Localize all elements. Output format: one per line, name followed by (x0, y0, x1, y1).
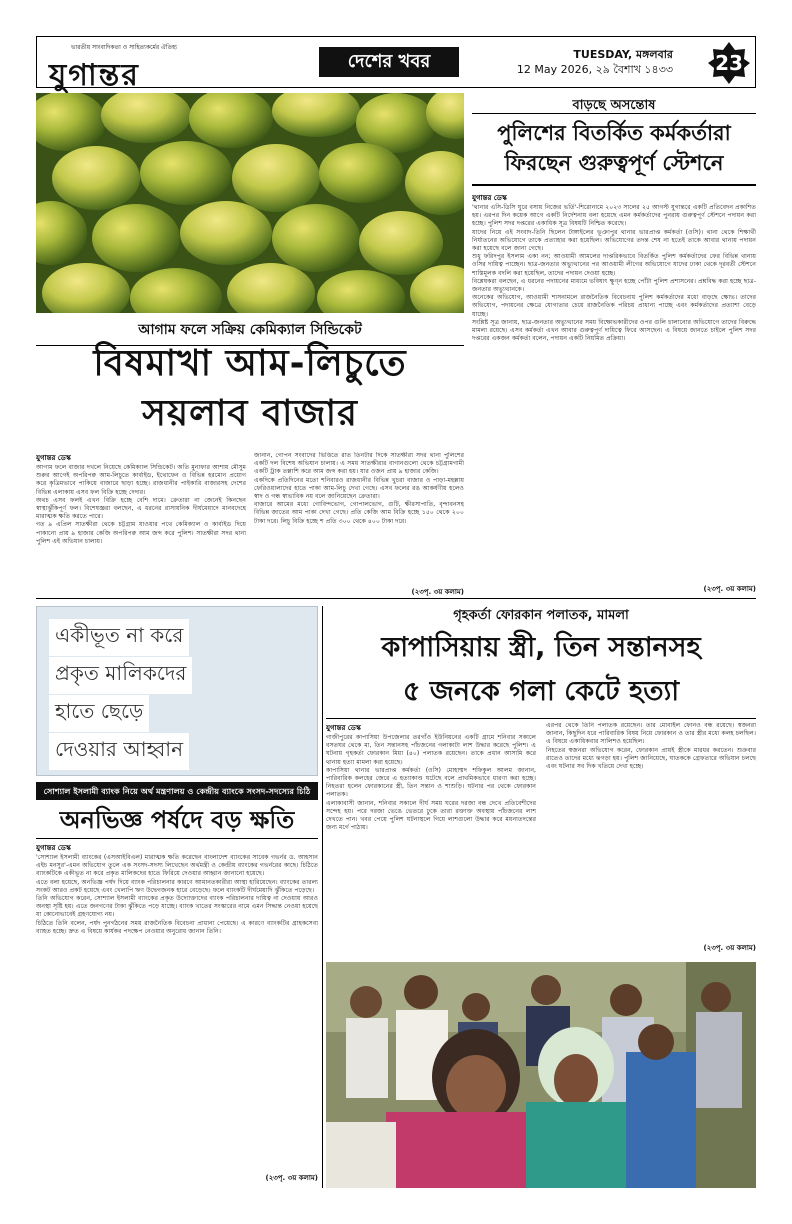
murder-story-headline (326, 626, 756, 714)
police-story-jump[interactable]: (২৩পৃ. ৩য় কলাম) (472, 583, 756, 595)
logo-name: যুগান্তর (49, 58, 140, 93)
mango-story-source: যুগান্তর ডেস্ক (36, 454, 71, 462)
police-story-source: যুগান্তর ডেস্ক (472, 194, 507, 202)
bank-para-1: 'সোশ্যাল ইসলামী ব্যাংকের (এসআইবিএল) মারাত্মক ক্ষতি করেছেন বাংলাদেশ ব্যাংকের সাবেক গভর্নর ড. আহসান এইচ মনসুর'-এমন অভিযোগ তুলে এক সংসদ-সদস্য লিখেছেন অর্থমন্ত্রী ও কেন্দ্রীয় ব্যাংকের গভর্নরের কাছে। চিঠিতে ব্যাংকটিকে একীভূত না করে প্রকৃত মালিকদের হাতে ফিরিয়ে দেওয়ার আহ্বান জানানো হয়েছে। (36, 854, 318, 878)
police-para-2: যাদের নিয়ে এই সংবাদ-তিনি ছিলেন টাঙ্গাইলের ভূঞাপুর থানার ভারপ্রাপ্ত কর্মকর্তা (ওসি)। থানা থেকে শিক্ষার্থী নির্যাতনের অভিযোগে তাকে প্রত্যাহার করা হয়েছিল। অভিযোগের তদন্ত শেষ না হতেই তাকে আবার থানায় পদায়ন করা হয়েছে বলে জানা গেছে। (472, 228, 756, 253)
police-para-4: বিশ্লেষকরা বলছেন, এ ধরনের পদায়নের মাধ্যমে ভবিষ্যৎ ক্ষুণ্ন হচ্ছে পোঁটা পুলিশ প্রশাসনের। প্রশ্নবিদ্ধ করা হচ্ছে ছাত্র-জনতার অভ্যুত্থানকে। (472, 277, 756, 294)
murder-headline-rule (326, 718, 756, 719)
bank-para-4: চিঠিতে তিনি বলেন, পর্ষদ পুনর্গঠনের সময় রাজনৈতিক বিবেচনা প্রাধান্য পেয়েছে। এ কারণে ব্যাংকটির গ্রাহকসেবা ব্যাহত হচ্ছে। দ্রুত এ বিষয়ে কার্যকর পদক্ষেপ নেওয়ার অনুরোধ জানান তিনি। (36, 919, 318, 935)
police-headline-line-1: পুলিশের বিতর্কিত কর্মকর্তারা (497, 121, 731, 145)
day-label: TUESDAY, মঙ্গলবার (573, 48, 673, 61)
bank-story-body (36, 842, 318, 1172)
bank-story-source: যুগান্তর ডেস্ক (36, 844, 71, 852)
murder-story-source: যুগান্তর ডেস্ক (326, 724, 361, 732)
murder-para-2: কাপাসিয়া থানার ভারপ্রাপ্ত কর্মকর্তা (ওসি) মোহাম্মদ শফিকুল আলম জানান, পারিবারিক কলহের জেরে এ হত্যাকাণ্ড ঘটেছে বলে প্রাথমিকভাবে ধারণা করা হচ্ছে। নিহতরা হলেন ফোরকানের স্ত্রী, তিন সন্তান ও শাশুড়ি। ঘটনার পর থেকে ফোরকান পলাতক। (326, 766, 536, 799)
dateline (513, 47, 673, 77)
mango-story-headline (36, 339, 464, 439)
murder-headline-line-1: কাপাসিয়ায় স্ত্রী, তিন সন্তানসহ (381, 632, 701, 663)
mango-para-4: জানান, গোপন সংবাদের ভিত্তিতে রাত তিনটার দিকে সাতক্ষীরা সদর থানা পুলিশের একটি দল বিশেষ অভিযান চালায়। এ সময় সাতক্ষীরার বাগানগুলো থেকে চট্টগ্রামগামী একটি ট্রাক তল্লাশি করে আম জব্দ করা হয়। যার ওজন প্রায় ৯ হাজার কেজি। (254, 452, 464, 476)
newspaper-page (36, 36, 756, 1188)
mango-para-6: বাজারে আমের মধ্যে গোবিন্দভোগ, গোপালভোগ, গুটি, ক্ষীরসাপাতি, বৃন্দাবনসহ বিভিন্ন জাতের আম পাকা দেখা গেছে। প্রতি কেজি আম বিক্রি হচ্ছে ১৫০ থেকে ২০০ টাকা দরে। লিচু বিক্রি হচ্ছে শ প্রতি ৩০০ থেকে ৪০০ টাকা দরে। (254, 501, 464, 525)
logo-tagline: ভারতীয় সাংবাদিকতা ও সাহিত্যকর্মের ঐতিহ্য (71, 44, 177, 51)
murder-story-col-1 (326, 722, 536, 940)
page-number-badge (707, 41, 751, 85)
mango-story-col-1 (36, 452, 246, 594)
masthead (36, 36, 756, 93)
murder-para-4: এরপর থেকে তিনি পলাতক রয়েছেন। তার মোবাইল ফোনও বন্ধ রয়েছে। স্বজনরা জানান, কিছুদিন ধরে পারিবারিক বিষয় নিয়ে ফোরকান ও তার স্ত্রীর মধ্যে কলহ চলছিল। এ বিষয়ে একাধিকবার সালিশও হয়েছিল। (546, 722, 756, 746)
ad-line-3: হাতে ছেড়ে (49, 695, 149, 732)
police-para-1: 'থানার এসি-ডিসি ঘুরে বসায় নিজের ভর্তি'-শিরোনামে ২০২৩ সালের ২৫ আগস্ট যুগান্তরে একটি প্রতিবেদন প্রকাশিত হয়। এরপর দিন কয়েক আগে একটি নির্দেশনায় বলা হয়েছে এমন কর্মকর্তাদের পুনরায় গুরুত্বপূর্ণ স্টেশনে পদায়ন করা হচ্ছে। পুলিশ সদর দপ্তরের একাধিক সূত্র বিষয়টি নিশ্চিত করেছে। (472, 204, 756, 228)
date-label: 12 May 2026, ২৯ বৈশাখ ১৪৩৩ (516, 63, 673, 76)
mango-story-jump[interactable]: (২৩পৃ. ৩য় কলাম) (411, 588, 464, 596)
murder-story-jump[interactable]: (২৩পৃ. ৩য় কলাম) (703, 944, 756, 952)
murder-para-3: এলাকাবাসী জানান, শনিবার সকালে দীর্ঘ সময় ঘরের দরজা বন্ধ দেখে প্রতিবেশীদের সন্দেহ হয়। পরে দরজা ভেঙে ভেতরে ঢুকে তারা রক্তাক্ত অবস্থায় পাঁচজনের লাশ দেখতে পান। খবর পেয়ে পুলিশ ঘটনাস্থলে গিয়ে লাশগুলো উদ্ধার করে ময়নাতদন্তের জন্য মর্গে পাঠায়। (326, 799, 536, 832)
bank-story-slug: সোশ্যাল ইসলামী ব্যাংক নিয়ে অর্থ মন্ত্রণালয় ও কেন্দ্রীয় ব্যাংকে সংসদ-সদস্যের চিঠি (36, 782, 318, 800)
mango-headline-line-1: বিষমাখা আম-লিচুতে (93, 343, 407, 384)
bank-headline-rule (36, 838, 318, 839)
police-headline-rule (472, 184, 756, 186)
ad-line-1: একীভূত না করে (49, 619, 189, 656)
section-divider (36, 598, 756, 599)
police-para-3: শুধু ফরিদপুর ইসলাম একা নন; আওয়ামী আমলের দাপ্তরিকভাবে বিতর্কিত পুলিশ কর্মকর্তাদের ফের বিভিন্ন থানায় ওসির দায়িত্ব পাচ্ছেন। ছাত্র-জনতার অভ্যুত্থানের পর আওয়ামী লীগের অভিযোগে যাদের ঢাকা থেকে দূরবর্তী স্টেশনে শাস্তিমূলক বদলি করা হয়েছিল, তাদের পদায়ন দেওয়া হচ্ছে। (472, 253, 756, 277)
murder-headline-line-2: ৫ জনকে গলা কেটে হত্যা (402, 676, 680, 707)
murder-para-1: গাজীপুরের কাপাসিয়া উপজেলার তরগাঁও ইউনিয়নের একটি গ্রামে শনিবার সকালে বসতঘর থেকে মা, তিন সন্তানসহ পাঁচজনের গলাকাটা লাশ উদ্ধার করেছে পুলিশ। এ ঘটনায় গৃহকর্তা ফোরকান মিয়া (৪০) পলাতক রয়েছেন। তাকে প্রধান আসামি করে থানায় হত্যা মামলা করা হয়েছে। (326, 734, 536, 766)
mango-para-3: গত ৯ এপ্রিল সাতক্ষীরা থেকে চট্টগ্রাম যাওয়ার পথে কেমিক্যাল ও কার্বাইড দিয়ে পাকানো প্রায় ৯ হাজার কেজি অপরিপক্ব আম জব্দ করে পুলিশ। সাতক্ষীরা সদর থানা পুলিশ এই অভিযান চালায়। (36, 521, 246, 545)
section-title: দেশের খবর (319, 47, 459, 77)
mourners-image (326, 962, 756, 1188)
police-headline-line-2: ফিরছেন গুরুত্বপূর্ণ স্টেশনে (504, 151, 724, 175)
murder-story-kicker: গৃহকর্তা ফোরকান পলাতক, মামলা (453, 608, 629, 623)
column-divider (322, 606, 323, 1188)
police-story-headline (472, 118, 756, 178)
newspaper-logo[interactable] (45, 41, 215, 93)
police-story-kicker: বাড়ছে অসন্তোষ (472, 96, 756, 114)
mourners-photo (326, 962, 756, 1188)
ad-line-2: প্রকৃত মালিকদের (49, 657, 192, 694)
murder-story-col-2 (546, 722, 756, 940)
mango-para-5: একদিকে প্রতিদিনের মতো শনিবারও রাজধানীর বিভিন্ন খুচরা বাজার ও পাড়া-মহল্লায় ফেরিওয়ালাদের হাতে পাকা আম-লিচু দেখা গেছে। এসব ফলের রঙ আকর্ষণীয় হলেও স্বাদ ও গন্ধ স্বাভাবিক নয় বলে জানিয়েছেন ক্রেতারা। (254, 476, 464, 501)
mango-headline-line-2: সয়লাব বাজার (142, 393, 358, 434)
mango-para-2: অথচ এসব ফলই এখন বিক্রি হচ্ছে বেশি দামে। ক্রেতারা না জেনেই কিনছেন স্বাস্থ্যঝুঁকিপূর্ণ ফল। বিশেষজ্ঞরা বলছেন, এ ধরনের রাসায়নিক দীর্ঘমেয়াদে মানবদেহে মারাত্মক ক্ষতি করতে পারে। (36, 496, 246, 521)
page-number: 23 (715, 51, 743, 75)
mango-pile-image (36, 93, 464, 313)
bank-story-jump[interactable]: (২৩পৃ. ৩য় কলাম) (36, 1172, 318, 1184)
bank-story-headline: অনভিজ্ঞ পর্ষদে বড় ক্ষতি (59, 806, 295, 834)
mango-photo (36, 93, 464, 313)
mango-story-kicker: আগাম ফলে সক্রিয় কেমিক্যাল সিন্ডিকেট (36, 318, 464, 346)
police-para-6: সংশ্লিষ্ট সূত্র জানায়, ছাত্র-জনতার অভ্যুত্থানের সময় বিক্ষোভকারীদের ওপর গুলি চালানোর অভিযোগে তাদের বিরুদ্ধে মামলা রয়েছে। এসব কর্মকর্তা এখন আবার গুরুত্বপূর্ণ দায়িত্বে ফিরে আসছেন। এ বিষয়ে জানতে চাইলে পুলিশ সদর দপ্তরের একজন কর্মকর্তা বলেন, পদায়ন একটি নিয়মিত প্রক্রিয়া। (472, 318, 756, 343)
mango-para-1: আগাম ফলে বাজার দখলে নিয়েছে কেমিক্যাল সিন্ডিকেট। অতি মুনাফার আশায় মৌসুম শুরুর আগেই অপরিপক্ব আম-লিচুতে কার্বাইড, ইথোফেন ও বিভিন্ন হরমোন প্রয়োগ করে কৃত্রিমভাবে পাকিয়ে বাজারে ছাড়া হচ্ছে। রাজধানীর পাইকারি বাজারসহ দেশের বিভিন্ন এলাকায় এসব ফল বিক্রি হচ্ছে দেদার। (36, 464, 246, 496)
bank-para-2: এতে বলা হয়েছে, অনভিজ্ঞ পর্ষদ দিয়ে ব্যাংক পরিচালনার কারণে আমানতকারীরা আস্থা হারিয়েছেন। ব্যাংকের তারল্য সংকট আরও প্রকট হয়েছে এবং খেলাপি ঋণ উদ্বেগজনক হারে বেড়েছে। ফলে ব্যাংকটি দীর্ঘমেয়াদি ঝুঁকিতে পড়েছে। (36, 878, 318, 894)
ad-line-4: দেওয়ার আহ্বান (49, 733, 189, 770)
appeal-ad-box (36, 606, 318, 776)
bank-para-3: তিনি অভিযোগ করেন, সোশ্যাল ইসলামী ব্যাংকের প্রকৃত উদ্যোক্তাদের ব্যাংক পরিচালনার দায়িত্ব না দেওয়ায় আরও অনস্থা সৃষ্টি হয়। এতে জনগণের টাকা ঝুঁকিতে পড়ে যাচ্ছে। ব্যাংক খাতের সংস্কারের নামে এমন সিদ্ধান্ত নেওয়া হয়েছে যা কোনোভাবেই গ্রহণযোগ্য নয়। (36, 895, 318, 919)
murder-para-5: নিহতের স্বজনরা অভিযোগ করেন, ফোরকান প্রায়ই স্ত্রীকে মারধর করতেন। শুক্রবার রাতেও তাদের মধ্যে ঝগড়া হয়। পুলিশ জানিয়েছে, ঘাতককে গ্রেফতারে অভিযান চলছে এবং ঘটনার সব দিক খতিয়ে দেখা হচ্ছে। (546, 746, 756, 771)
mango-story-col-2 (254, 452, 464, 586)
police-para-5: অনেকের অভিযোগ, আওয়ামী শাসনামলে রাজনৈতিক বিবেচনায় পুলিশ কর্মকর্তাদের মধ্যে বাড়ছে ক্ষোভ। তাদের অভিযোগ, পদায়নের ক্ষেত্রে যোগ্যতার চেয়ে রাজনৈতিক পরিচয় প্রাধান্য পাচ্ছে এবং কর্মকর্তাদের প্রত্যাশা বেড়ে যাচ্ছে। (472, 294, 756, 318)
